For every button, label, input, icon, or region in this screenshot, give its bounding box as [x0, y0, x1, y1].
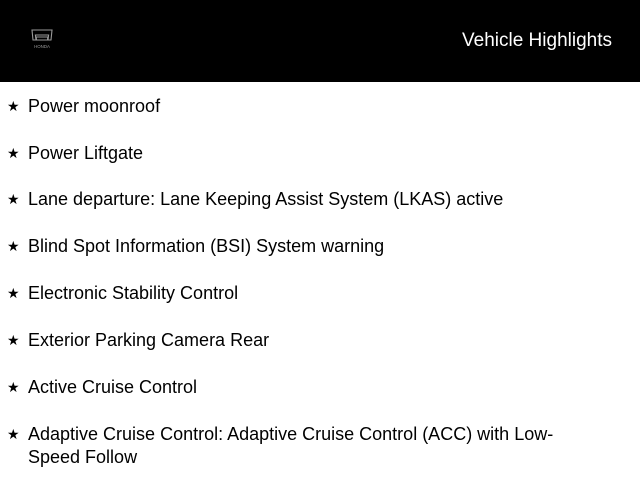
- star-icon: ★: [7, 98, 20, 114]
- honda-logo-icon: [27, 28, 57, 50]
- svg-text:HONDA: HONDA: [34, 44, 50, 49]
- feature-label: Exterior Parking Camera Rear: [28, 330, 270, 350]
- star-icon: ★: [7, 238, 20, 254]
- feature-label: Adaptive Cruise Control: Adaptive Cruise Control (ACC) with Low-Speed Follow: [28, 424, 554, 467]
- page-title: Vehicle Highlights: [462, 30, 612, 51]
- feature-label: Lane departure: Lane Keeping Assist System (LKAS) active: [28, 189, 504, 209]
- feature-label: Blind Spot Information (BSI) System warning: [28, 236, 385, 256]
- feature-label: Active Cruise Control: [28, 377, 198, 397]
- star-icon: ★: [7, 426, 20, 442]
- star-icon: ★: [7, 285, 20, 301]
- feature-label: Power moonroof: [28, 96, 161, 116]
- star-icon: ★: [7, 191, 20, 207]
- feature-label: Power Liftgate: [28, 143, 144, 163]
- header-bar: [0, 0, 640, 82]
- star-icon: ★: [7, 379, 20, 395]
- feature-label: Electronic Stability Control: [28, 283, 239, 303]
- star-icon: ★: [7, 332, 20, 348]
- star-icon: ★: [7, 145, 20, 161]
